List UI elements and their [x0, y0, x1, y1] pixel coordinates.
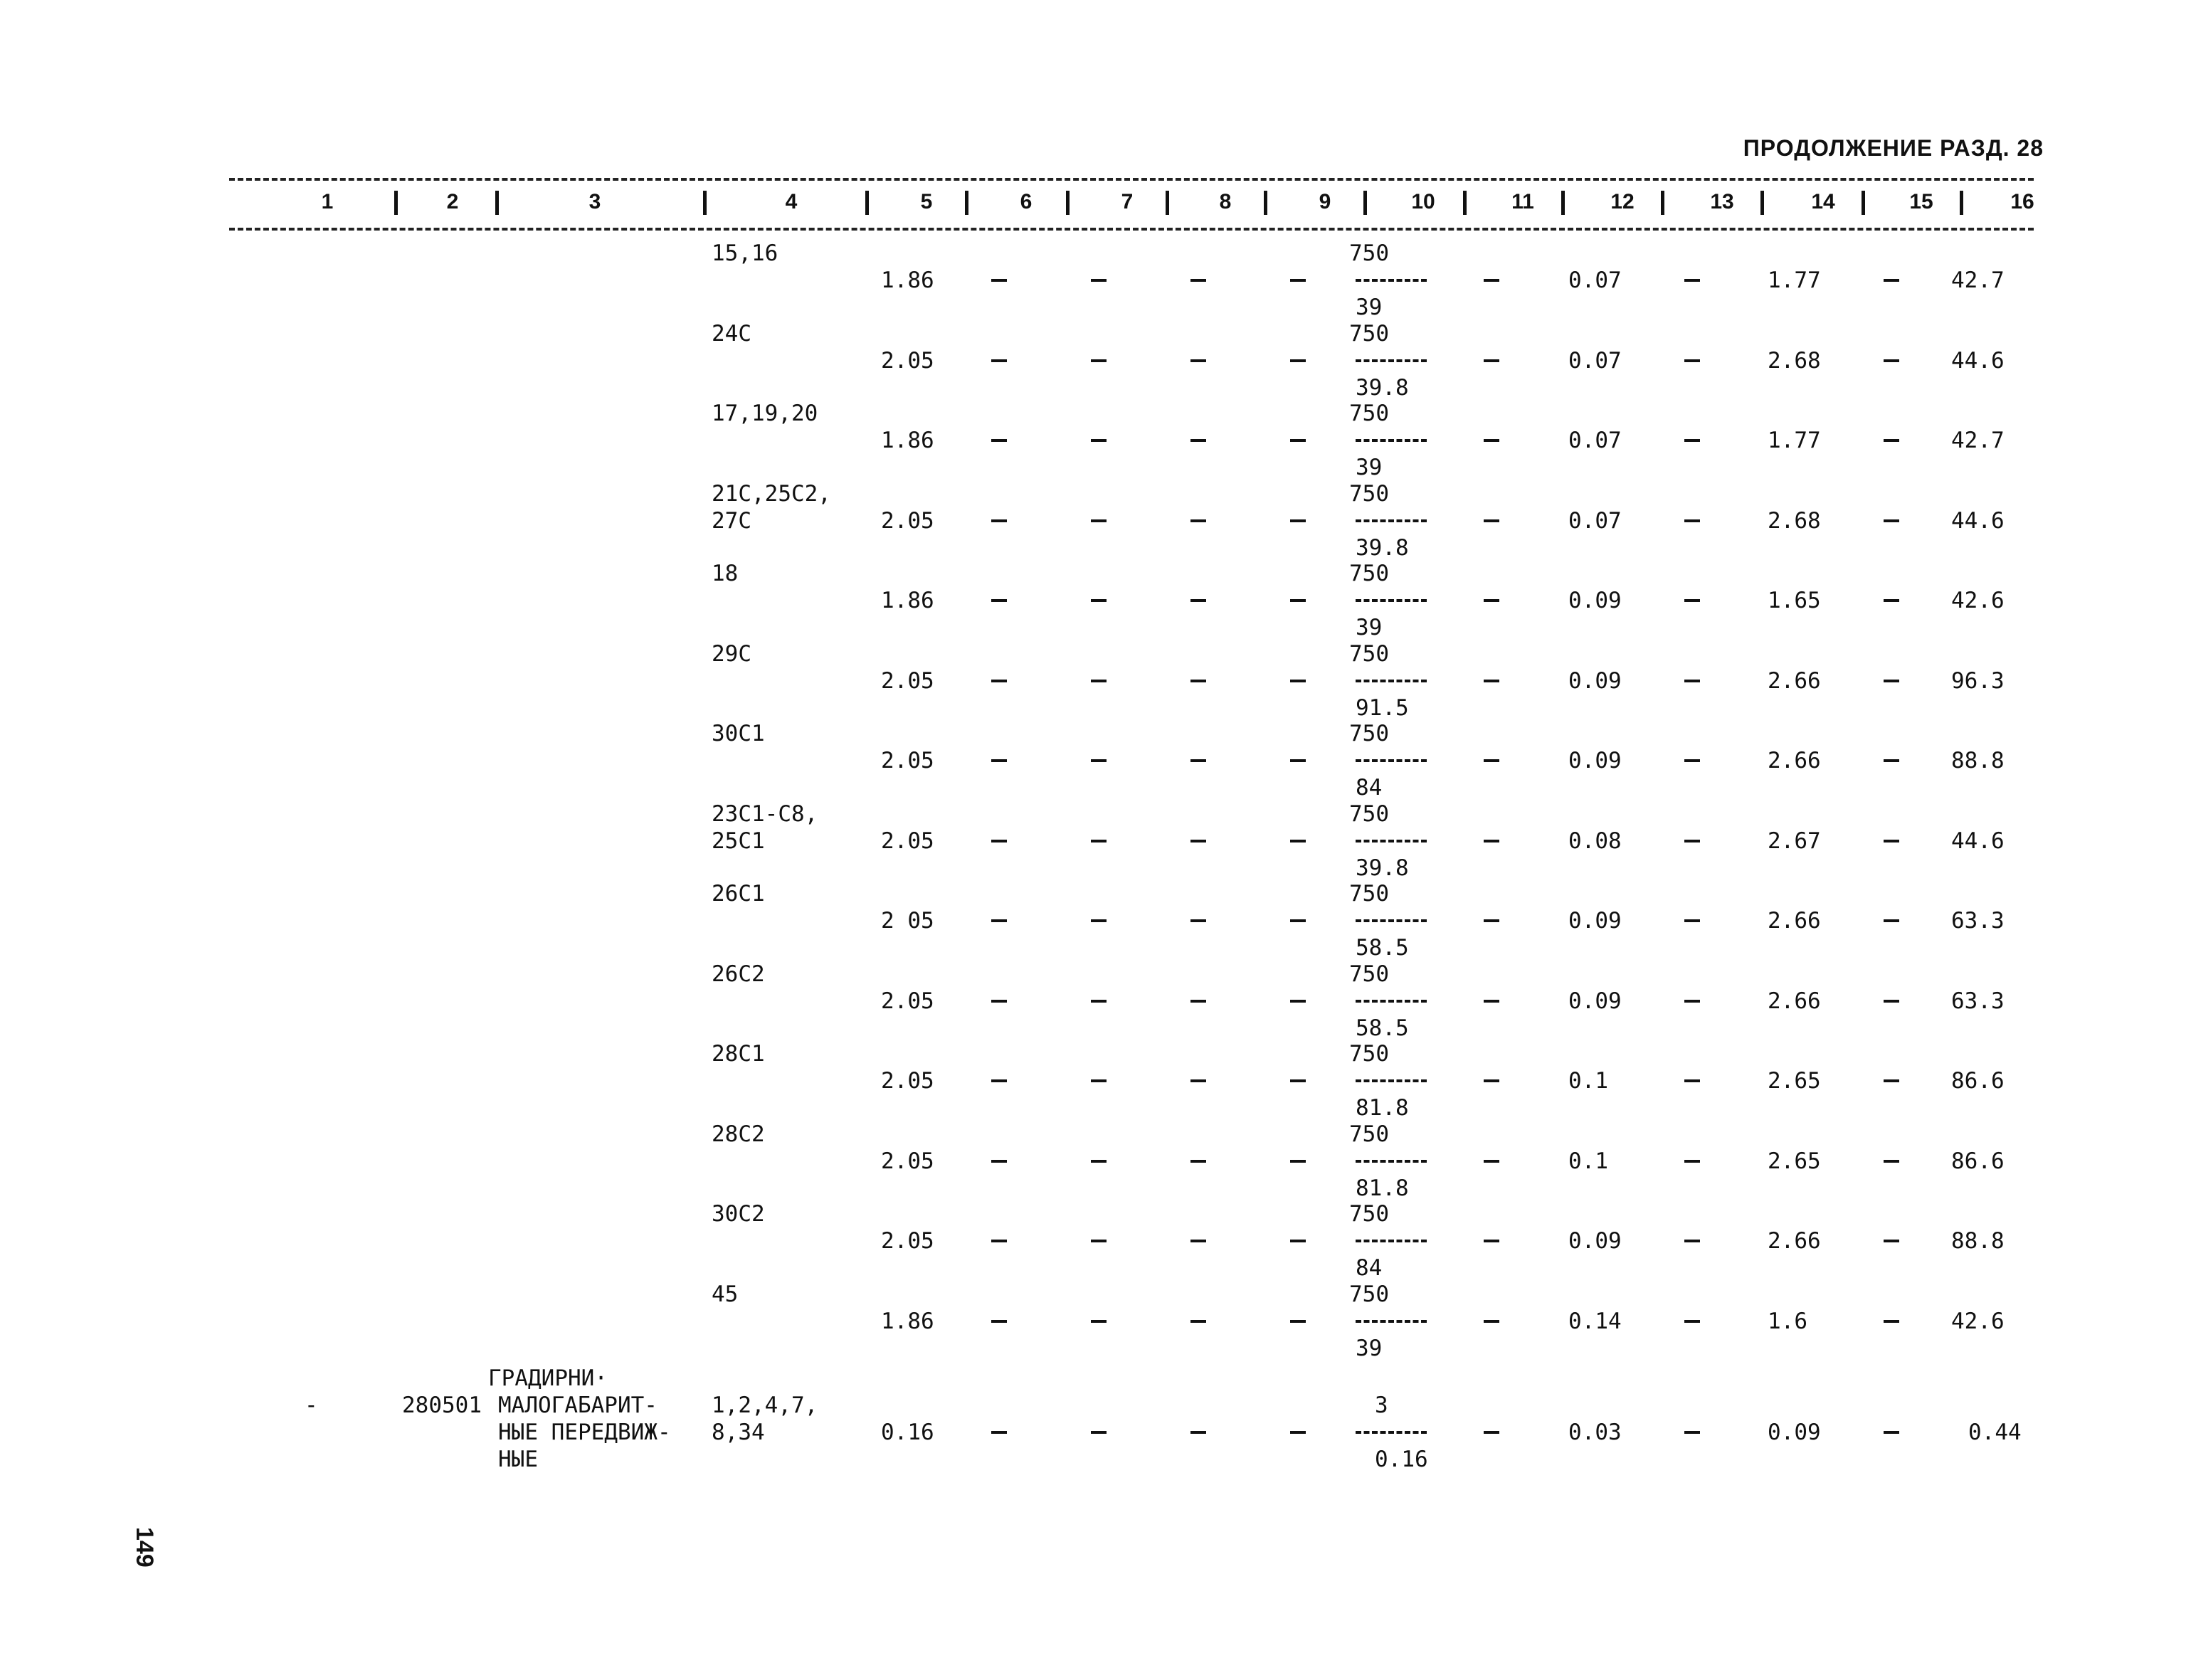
- cell-col16: 86.6: [1951, 1148, 2005, 1174]
- cell-col6-dash: [991, 359, 1007, 362]
- column-header-4: 4: [785, 190, 798, 213]
- cell-col7-dash: [1091, 279, 1107, 282]
- table-row: [0, 1282, 2186, 1361]
- cell-col5: 2.05: [881, 507, 934, 534]
- cell-col12: 0.09: [1568, 988, 1622, 1014]
- cell-col13-dash: [1684, 1431, 1700, 1434]
- header-top-rule: [229, 178, 2034, 181]
- cell-col13-dash: [1684, 439, 1700, 442]
- cell-col6-dash: [991, 1431, 1007, 1434]
- column-separator: [865, 191, 869, 215]
- column-separator: [1363, 191, 1367, 215]
- cell-col4: 25С1: [712, 828, 765, 854]
- cell-col8-dash: [1190, 919, 1206, 922]
- cell-col12: 0.08: [1568, 828, 1622, 854]
- cell-col14: 2.66: [1768, 988, 1821, 1014]
- cell-col13-dash: [1684, 359, 1700, 362]
- cell-col15-dash: [1884, 1240, 1899, 1242]
- cell-col11-dash: [1484, 919, 1499, 922]
- cell-col14: 2.66: [1768, 667, 1821, 694]
- cell-col5: 1.86: [881, 1308, 934, 1334]
- cell-col12: 0.07: [1568, 347, 1622, 374]
- cell-col4: 23С1-С8,: [712, 801, 818, 827]
- cell-col10-denominator: 39: [1356, 1335, 1383, 1361]
- cell-col14: 1.77: [1768, 268, 1821, 293]
- column-header-1: 1: [321, 190, 334, 213]
- cell-col8-dash: [1190, 1000, 1206, 1003]
- cell-col15-dash: [1884, 519, 1899, 522]
- cell-col9-dash: [1290, 759, 1306, 762]
- cell-col9-dash: [1290, 359, 1306, 362]
- cell-col7-dash: [1091, 519, 1107, 522]
- table-row: [0, 641, 2186, 721]
- cell-col10-numerator: 3: [1375, 1393, 1388, 1418]
- cell-col10-fraction-bar: [1356, 919, 1427, 922]
- cell-col7-dash: [1091, 1240, 1107, 1242]
- table-row: [0, 241, 2186, 320]
- cell-col6-dash: [991, 279, 1007, 282]
- cell-col15-dash: [1884, 359, 1899, 362]
- cell-col13-dash: [1684, 1320, 1700, 1323]
- cell-col8-dash: [1190, 519, 1206, 522]
- cell-col13-dash: [1684, 519, 1700, 522]
- cell-col15-dash: [1884, 1431, 1899, 1434]
- cell-col9-dash: [1290, 1320, 1306, 1323]
- cell-col11-dash: [1484, 1000, 1499, 1003]
- cell-col7-dash: [1091, 680, 1107, 682]
- cell-col12: 0.03: [1568, 1420, 1622, 1445]
- cell-col15-dash: [1884, 599, 1899, 602]
- cell-col6-dash: [991, 1320, 1007, 1323]
- cell-col3-line4: НЫЕ: [498, 1447, 538, 1472]
- column-separator: [1264, 191, 1267, 215]
- cell-col4: 24С: [712, 320, 751, 347]
- cell-col10-denominator: 81.8: [1356, 1095, 1409, 1121]
- cell-col9-dash: [1290, 1000, 1306, 1003]
- cell-col10-numerator: 750: [1349, 1041, 1389, 1067]
- column-header-9: 9: [1319, 190, 1331, 213]
- cell-col5: 2.05: [881, 667, 934, 694]
- cell-col10-denominator: 39.8: [1356, 855, 1409, 881]
- cell-col4: 45: [712, 1281, 739, 1307]
- cell-col14: 2.66: [1768, 908, 1821, 934]
- cell-col4: 30С2: [712, 1201, 765, 1227]
- cell-col12: 0.1: [1568, 1148, 1608, 1174]
- cell-col15-dash: [1884, 759, 1899, 762]
- cell-col8-dash: [1190, 599, 1206, 602]
- cell-col6-dash: [991, 680, 1007, 682]
- cell-col5: 2 05: [881, 908, 934, 934]
- cell-col10-denominator: 91.5: [1356, 694, 1409, 721]
- cell-col10-fraction-bar: [1356, 359, 1427, 362]
- cell-col6-dash: [991, 1000, 1007, 1003]
- cell-col5: 2.05: [881, 347, 934, 374]
- cell-col13-dash: [1684, 840, 1700, 842]
- cell-col6-dash: [991, 519, 1007, 522]
- cell-col11-dash: [1484, 680, 1499, 682]
- cell-col10-numerator: 750: [1349, 1281, 1389, 1307]
- cell-col5: 1.86: [881, 268, 934, 293]
- column-header-16: 16: [2010, 190, 2034, 213]
- cell-col11-dash: [1484, 599, 1499, 602]
- cell-col15-dash: [1884, 1079, 1899, 1082]
- cell-col10-numerator: 750: [1349, 1201, 1389, 1227]
- cell-col5: 1.86: [881, 428, 934, 453]
- cell-col14: 0.09: [1768, 1420, 1821, 1445]
- cell-col16: 44.6: [1951, 828, 2005, 854]
- column-header-10: 10: [1411, 190, 1435, 213]
- cell-col15-dash: [1884, 1160, 1899, 1163]
- column-header-2: 2: [446, 190, 459, 213]
- column-separator: [394, 191, 398, 215]
- cell-col10-fraction-bar: [1356, 1240, 1427, 1242]
- table-row: [0, 401, 2186, 480]
- cell-col13-dash: [1684, 599, 1700, 602]
- table-row: [0, 561, 2186, 640]
- column-header-3: 3: [588, 190, 601, 213]
- cell-col7-dash: [1091, 840, 1107, 842]
- cell-col14: 1.65: [1768, 588, 1821, 613]
- column-header-12: 12: [1610, 190, 1635, 213]
- cell-col10-denominator: 39: [1356, 615, 1383, 640]
- cell-col10-fraction-bar: [1356, 439, 1427, 442]
- cell-col4-line1: 1,2,4,7,: [712, 1393, 818, 1418]
- column-header-15: 15: [1909, 190, 1933, 213]
- cell-col13-dash: [1684, 1079, 1700, 1082]
- cell-col11-dash: [1484, 759, 1499, 762]
- cell-col12: 0.09: [1568, 748, 1622, 773]
- cell-col9-dash: [1290, 840, 1306, 842]
- cell-col5: 2.05: [881, 1068, 934, 1094]
- cell-col4-line2: 8,34: [712, 1420, 765, 1445]
- cell-col12: 0.1: [1568, 1068, 1608, 1094]
- cell-col10-numerator: 750: [1349, 320, 1389, 347]
- column-header-6: 6: [1020, 190, 1033, 213]
- cell-col10-numerator: 750: [1349, 961, 1389, 987]
- cell-col13-dash: [1684, 919, 1700, 922]
- cell-col10-fraction-bar: [1356, 759, 1427, 762]
- table-row: [0, 961, 2186, 1041]
- cell-col7-dash: [1091, 1160, 1107, 1163]
- cell-col5: 1.86: [881, 588, 934, 613]
- cell-col10-numerator: 750: [1349, 401, 1389, 426]
- cell-col12: 0.07: [1568, 507, 1622, 534]
- cell-col16: 88.8: [1951, 1228, 2005, 1254]
- cell-col10-fraction-bar: [1356, 1431, 1427, 1434]
- column-header-5: 5: [920, 190, 933, 213]
- cell-col10-denominator: 0.16: [1375, 1447, 1428, 1472]
- cell-col4: 17,19,20: [712, 401, 818, 426]
- cell-col9-dash: [1290, 1160, 1306, 1163]
- cell-col10-denominator: 58.5: [1356, 935, 1409, 961]
- column-separator: [1066, 191, 1070, 215]
- cell-col6-dash: [991, 1240, 1007, 1242]
- cell-col16: 44.6: [1951, 507, 2005, 534]
- cell-col7-dash: [1091, 1320, 1107, 1323]
- cell-col7-dash: [1091, 599, 1107, 602]
- cell-col10-numerator: 750: [1349, 640, 1389, 667]
- cell-col10-fraction-bar: [1356, 279, 1427, 282]
- cell-col16: 96.3: [1951, 667, 2005, 694]
- cell-col13-dash: [1684, 1000, 1700, 1003]
- cell-col5: 2.05: [881, 828, 934, 854]
- cell-col12: 0.09: [1568, 588, 1622, 613]
- column-header-13: 13: [1710, 190, 1734, 213]
- cell-col4: 18: [712, 561, 739, 586]
- table-row: [0, 481, 2186, 561]
- cell-col8-dash: [1190, 1160, 1206, 1163]
- cell-col8-dash: [1190, 439, 1206, 442]
- cell-col13-dash: [1684, 1240, 1700, 1242]
- cell-col15-dash: [1884, 439, 1899, 442]
- cell-col10-denominator: 84: [1356, 775, 1383, 801]
- cell-col7-dash: [1091, 359, 1107, 362]
- cell-col12: 0.09: [1568, 667, 1622, 694]
- cell-col13-dash: [1684, 1160, 1700, 1163]
- cell-col10-denominator: 84: [1356, 1255, 1383, 1281]
- cell-col10-numerator: 750: [1349, 881, 1389, 907]
- cell-col11-dash: [1484, 840, 1499, 842]
- cell-col6-dash: [991, 439, 1007, 442]
- cell-col7-dash: [1091, 1000, 1107, 1003]
- column-separator: [1960, 191, 1963, 215]
- cell-col11-dash: [1484, 1079, 1499, 1082]
- cell-col5: 2.05: [881, 1148, 934, 1174]
- table-row: [0, 801, 2186, 881]
- cell-col6-dash: [991, 599, 1007, 602]
- cell-col16: 88.8: [1951, 748, 2005, 773]
- cell-col8-dash: [1190, 1320, 1206, 1323]
- cell-col10-denominator: 39: [1356, 295, 1383, 320]
- cell-col7-dash: [1091, 439, 1107, 442]
- cell-col10-fraction-bar: [1356, 1000, 1427, 1003]
- cell-col8-dash: [1190, 1431, 1206, 1434]
- cell-col5: 0.16: [881, 1420, 934, 1445]
- cell-col4: 27С: [712, 507, 751, 534]
- cell-col2: 280501: [402, 1393, 482, 1418]
- cell-col9-dash: [1290, 919, 1306, 922]
- cell-col4: 15,16: [712, 241, 778, 266]
- cell-col4: 29С: [712, 640, 751, 667]
- page-number: 149: [131, 1527, 158, 1568]
- cell-col9-dash: [1290, 279, 1306, 282]
- cell-col13-dash: [1684, 279, 1700, 282]
- cell-col9-dash: [1290, 519, 1306, 522]
- cell-col4: 21С,25С2,: [712, 480, 831, 507]
- cell-col11-dash: [1484, 1160, 1499, 1163]
- table-row: [0, 1041, 2186, 1121]
- column-separator: [495, 191, 499, 215]
- cell-col10-numerator: 750: [1349, 561, 1389, 586]
- cell-col11-dash: [1484, 1320, 1499, 1323]
- cell-col4: 30С1: [712, 721, 765, 746]
- cell-col9-dash: [1290, 439, 1306, 442]
- cell-col4: 26С1: [712, 881, 765, 907]
- column-separator: [1661, 191, 1664, 215]
- cell-col16: 63.3: [1951, 908, 2005, 934]
- column-separator: [1561, 191, 1565, 215]
- cell-col6-dash: [991, 759, 1007, 762]
- cell-col9-dash: [1290, 1240, 1306, 1242]
- cell-col6-dash: [991, 840, 1007, 842]
- cell-col10-denominator: 39: [1356, 455, 1383, 480]
- table-row: [0, 1201, 2186, 1281]
- cell-col10-fraction-bar: [1356, 840, 1427, 842]
- cell-col8-dash: [1190, 1079, 1206, 1082]
- cell-col4: 28С1: [712, 1041, 765, 1067]
- cell-col14: 2.68: [1768, 507, 1821, 534]
- cell-col10-denominator: 81.8: [1356, 1175, 1409, 1201]
- cell-col3-line1: ГРАДИРНИ·: [488, 1365, 608, 1391]
- column-header-8: 8: [1219, 190, 1232, 213]
- cell-col15-dash: [1884, 919, 1899, 922]
- cell-col10-numerator: 750: [1349, 801, 1389, 827]
- cell-col9-dash: [1290, 680, 1306, 682]
- cell-col11-dash: [1484, 279, 1499, 282]
- cell-col8-dash: [1190, 759, 1206, 762]
- column-header-14: 14: [1811, 190, 1835, 213]
- cell-col16: 42.6: [1951, 1308, 2005, 1334]
- column-separator: [703, 191, 707, 215]
- cell-col11-dash: [1484, 1431, 1499, 1434]
- cell-col16: 86.6: [1951, 1068, 2005, 1094]
- cell-col14: 1.77: [1768, 428, 1821, 453]
- cell-col16: 42.7: [1951, 428, 2005, 453]
- cell-col5: 2.05: [881, 988, 934, 1014]
- cell-col11-dash: [1484, 439, 1499, 442]
- cell-col16: 63.3: [1951, 988, 2005, 1014]
- cell-col14: 2.65: [1768, 1148, 1821, 1174]
- column-separator: [1862, 191, 1865, 215]
- cell-col6-dash: [991, 919, 1007, 922]
- cell-col12: 0.14: [1568, 1308, 1622, 1334]
- section-heading: ПРОДОЛЖЕНИЕ РАЗД. 28: [1743, 135, 2044, 161]
- column-separator: [1166, 191, 1169, 215]
- cell-col4: 26С2: [712, 961, 765, 987]
- header-bottom-rule: [229, 228, 2034, 231]
- cell-col14: 2.66: [1768, 1228, 1821, 1254]
- cell-col15-dash: [1884, 680, 1899, 682]
- cell-col14: 2.68: [1768, 347, 1821, 374]
- cell-col12: 0.09: [1568, 908, 1622, 934]
- cell-col5: 2.05: [881, 748, 934, 773]
- cell-col9-dash: [1290, 1431, 1306, 1434]
- cell-col15-dash: [1884, 840, 1899, 842]
- column-separator: [1463, 191, 1467, 215]
- cell-col14: 1.6: [1768, 1308, 1807, 1334]
- cell-col10-numerator: 750: [1349, 241, 1389, 266]
- cell-col10-fraction-bar: [1356, 680, 1427, 682]
- cell-col11-dash: [1484, 519, 1499, 522]
- cell-col8-dash: [1190, 680, 1206, 682]
- column-separator: [965, 191, 968, 215]
- cell-col1: -: [305, 1393, 318, 1418]
- cell-col10-numerator: 750: [1349, 1121, 1389, 1147]
- cell-col14: 2.67: [1768, 828, 1821, 854]
- cell-col10-fraction-bar: [1356, 1079, 1427, 1082]
- table-row: [0, 881, 2186, 961]
- cell-col12: 0.07: [1568, 428, 1622, 453]
- cell-col3-line2: МАЛОГАБАРИТ-: [498, 1393, 658, 1418]
- cell-col16: 0.44: [1968, 1420, 2022, 1445]
- cell-col8-dash: [1190, 279, 1206, 282]
- cell-col10-fraction-bar: [1356, 519, 1427, 522]
- table-row: [0, 721, 2186, 801]
- column-header-row: [229, 186, 2034, 218]
- cell-col12: 0.09: [1568, 1228, 1622, 1254]
- cell-col9-dash: [1290, 599, 1306, 602]
- cell-col10-fraction-bar: [1356, 1160, 1427, 1163]
- cell-col14: 2.66: [1768, 748, 1821, 773]
- cell-col14: 2.65: [1768, 1068, 1821, 1094]
- cell-col15-dash: [1884, 1320, 1899, 1323]
- cell-col8-dash: [1190, 1240, 1206, 1242]
- table-row-280501: [0, 1356, 2186, 1476]
- cell-col15-dash: [1884, 1000, 1899, 1003]
- cell-col11-dash: [1484, 359, 1499, 362]
- column-header-11: 11: [1511, 190, 1534, 213]
- table-row: [0, 1121, 2186, 1201]
- cell-col11-dash: [1484, 1240, 1499, 1242]
- cell-col16: 44.6: [1951, 347, 2005, 374]
- cell-col10-denominator: 58.5: [1356, 1015, 1409, 1041]
- cell-col7-dash: [1091, 919, 1107, 922]
- cell-col16: 42.6: [1951, 588, 2005, 613]
- cell-col6-dash: [991, 1079, 1007, 1082]
- cell-col10-denominator: 39.8: [1356, 534, 1409, 561]
- cell-col7-dash: [1091, 1079, 1107, 1082]
- cell-col10-fraction-bar: [1356, 599, 1427, 602]
- cell-col13-dash: [1684, 680, 1700, 682]
- cell-col4: 28С2: [712, 1121, 765, 1147]
- cell-col15-dash: [1884, 279, 1899, 282]
- cell-col13-dash: [1684, 759, 1700, 762]
- cell-col10-denominator: 39.8: [1356, 374, 1409, 401]
- cell-col16: 42.7: [1951, 268, 2005, 293]
- cell-col6-dash: [991, 1160, 1007, 1163]
- column-header-7: 7: [1121, 190, 1134, 213]
- cell-col10-numerator: 750: [1349, 480, 1389, 507]
- cell-col8-dash: [1190, 359, 1206, 362]
- column-separator: [1760, 191, 1764, 215]
- cell-col10-fraction-bar: [1356, 1320, 1427, 1323]
- cell-col9-dash: [1290, 1079, 1306, 1082]
- cell-col10-numerator: 750: [1349, 721, 1389, 746]
- cell-col8-dash: [1190, 840, 1206, 842]
- table-row: [0, 321, 2186, 401]
- cell-col12: 0.07: [1568, 268, 1622, 293]
- cell-col3-line3: НЫЕ ПЕРЕДВИЖ-: [498, 1420, 671, 1445]
- cell-col7-dash: [1091, 1431, 1107, 1434]
- cell-col5: 2.05: [881, 1228, 934, 1254]
- cell-col7-dash: [1091, 759, 1107, 762]
